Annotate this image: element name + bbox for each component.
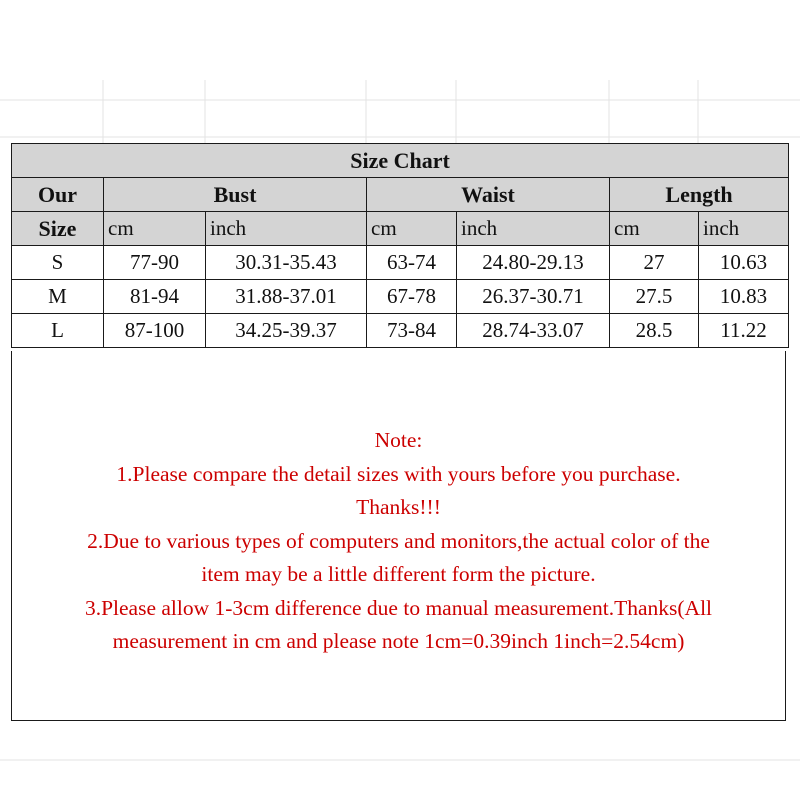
- table-row: [12, 280, 789, 314]
- size-label: L: [12, 314, 104, 348]
- note-heading: Note:: [374, 428, 423, 452]
- unit-cell: inch: [457, 212, 610, 246]
- table-cell: 24.80-29.13: [457, 246, 610, 280]
- table-cell: 28.74-33.07: [457, 314, 610, 348]
- table-cell: 10.83: [699, 280, 789, 314]
- table-cell: 11.22: [699, 314, 789, 348]
- table-cell: 67-78: [367, 280, 457, 314]
- note-line: measurement in cm and please note 1cm=0.39inch 1inch=2.54cm): [112, 629, 685, 653]
- table-title: Size Chart: [12, 144, 789, 178]
- note-line: item may be a little different form the picture.: [201, 562, 596, 586]
- notes-text: [12, 424, 785, 659]
- note-line: 2.Due to various types of computers and monitors,the actual color of the: [87, 528, 710, 553]
- size-label: M: [12, 280, 104, 314]
- table-cell: 26.37-30.71: [457, 280, 610, 314]
- table-cell: 31.88-37.01: [206, 280, 367, 314]
- group-header-row: [12, 178, 789, 212]
- notes-box: [11, 351, 786, 721]
- table-cell: 63-74: [367, 246, 457, 280]
- table-cell: 27: [610, 246, 699, 280]
- waist-header: Waist: [367, 178, 610, 212]
- table-cell: 28.5: [610, 314, 699, 348]
- table-cell: 87-100: [104, 314, 206, 348]
- title-row: [12, 144, 789, 178]
- table-cell: 10.63: [699, 246, 789, 280]
- size-label: S: [12, 246, 104, 280]
- note-line: Thanks!!!: [356, 495, 441, 519]
- table-cell: 30.31-35.43: [206, 246, 367, 280]
- unit-cell: inch: [206, 212, 367, 246]
- unit-cell: cm: [367, 212, 457, 246]
- unit-cell: cm: [104, 212, 206, 246]
- bust-header: Bust: [104, 178, 367, 212]
- table-cell: 27.5: [610, 280, 699, 314]
- unit-header-row: [12, 212, 789, 246]
- table-cell: 34.25-39.37: [206, 314, 367, 348]
- table-cell: 81-94: [104, 280, 206, 314]
- note-line: 1.Please compare the detail sizes with yours before you purchase.: [116, 461, 681, 486]
- table-cell: 73-84: [367, 314, 457, 348]
- unit-cell: cm: [610, 212, 699, 246]
- table-cell: 77-90: [104, 246, 206, 280]
- unit-cell: inch: [699, 212, 789, 246]
- size-chart-table: [11, 143, 789, 348]
- length-header: Length: [610, 178, 789, 212]
- note-line: 3.Please allow 1-3cm difference due to manual measurement.Thanks(All: [84, 595, 713, 620]
- size-header-bottom: Size: [12, 212, 104, 246]
- size-header-top: Our: [12, 178, 104, 212]
- table-row: [12, 246, 789, 280]
- table-row: [12, 314, 789, 348]
